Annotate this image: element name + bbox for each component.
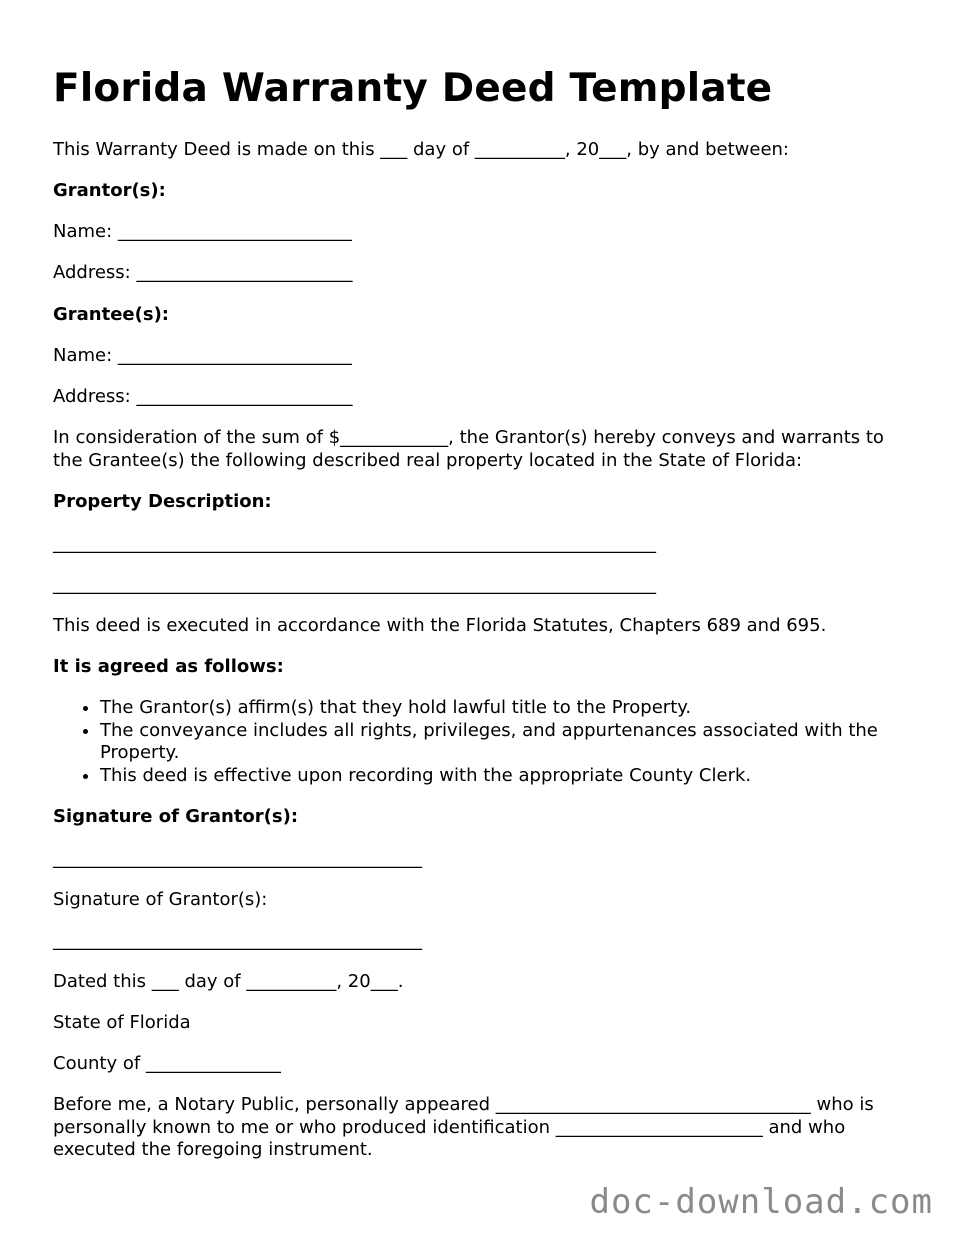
agreed-heading: It is agreed as follows: (53, 656, 284, 677)
terms-list (53, 697, 913, 787)
term-item: • The conveyance includes all rights, privileges, and appurtenances associated with the Property. (100, 720, 913, 765)
statutes-text: This deed is executed in accordance with the Florida Statutes, Chapters 689 and 695. (53, 615, 827, 636)
document-title: Florida Warranty Deed Template (53, 66, 773, 111)
grantor-address-field: Address: ________________________ (53, 262, 353, 283)
consideration-text: In consideration of the sum of $____________, the Grantor(s) hereby conveys and warrants to the Grantee(s) the following described real property located in the State of Florida: (53, 427, 884, 471)
property-heading: Property Description: (53, 491, 272, 512)
term-item: • The Grantor(s) affirm(s) that they hold lawful title to the Property. (100, 697, 913, 720)
county-field: County of _______________ (53, 1053, 281, 1074)
signature-line-1: _________________________________________ (53, 848, 422, 869)
grantee-address-field: Address: ________________________ (53, 386, 353, 407)
intro-text: This Warranty Deed is made on this ___ day of __________, 20___, by and between: (53, 139, 789, 160)
grantee-heading: Grantee(s): (53, 304, 169, 325)
watermark: doc-download.com (589, 1182, 933, 1222)
notary-text: Before me, a Notary Public, personally appeared ___________________________________ who is personally known to me or who produced identification _______________________ and who executed the foregoing instrument. (53, 1094, 874, 1160)
grantor-heading: Grantor(s): (53, 180, 166, 201)
term-item: • This deed is effective upon recording with the appropriate County Clerk. (100, 765, 913, 788)
signature-line-2: _________________________________________ (53, 930, 422, 951)
grantee-name-field: Name: __________________________ (53, 345, 352, 366)
signature-label-2: Signature of Grantor(s): (53, 889, 268, 910)
dated-text: Dated this ___ day of __________, 20___. (53, 971, 404, 992)
property-line-1: ___________________________________________________________________ (53, 533, 656, 554)
state-text: State of Florida (53, 1012, 191, 1033)
property-line-2: ___________________________________________________________________ (53, 574, 656, 595)
signature-heading: Signature of Grantor(s): (53, 806, 299, 827)
grantor-name-field: Name: __________________________ (53, 221, 352, 242)
